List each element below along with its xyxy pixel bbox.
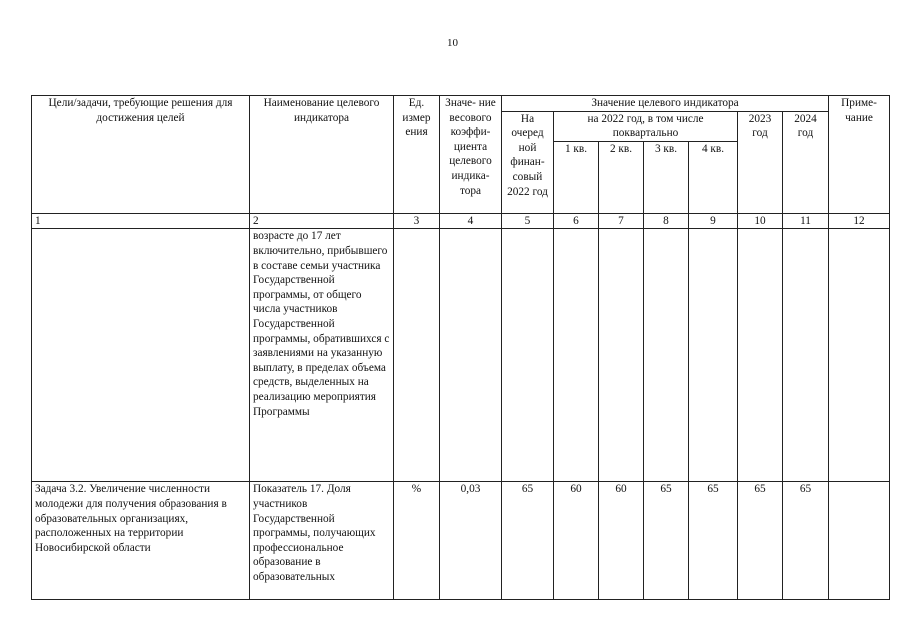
column-number: 6 <box>554 213 599 229</box>
year-2024-cell: 65 <box>783 482 829 600</box>
column-number: 3 <box>394 213 440 229</box>
header-row-1 <box>32 96 890 112</box>
q1-cell: 60 <box>554 482 599 600</box>
header-weight: Значе- ние весового коэффи- циента целевого индика- тора <box>440 96 502 214</box>
column-number-row <box>32 213 890 229</box>
target-indicators-table <box>31 95 890 600</box>
column-number: 4 <box>440 213 502 229</box>
column-number: 5 <box>502 213 554 229</box>
q2-cell: 60 <box>599 482 644 600</box>
column-number: 11 <box>783 213 829 229</box>
header-2024: 2024 год <box>783 111 829 213</box>
next-year-cell: 65 <box>502 482 554 600</box>
next-year-cell <box>502 229 554 482</box>
page-number: 10 <box>447 37 458 49</box>
header-q4: 4 кв. <box>689 141 738 213</box>
goal-cell <box>32 229 250 482</box>
header-note: Приме- чание <box>829 96 890 214</box>
goal-cell: Задача 3.2. Увеличение численности молодежи для получения образования в образовательных организациях, расположенных на территории Новосибирской области <box>32 482 250 600</box>
year-2024-cell <box>783 229 829 482</box>
header-indicator-value: Значение целевого индикатора <box>502 96 829 112</box>
year-2023-cell <box>738 229 783 482</box>
weight-cell <box>440 229 502 482</box>
header-unit: Ед. измер ения <box>394 96 440 214</box>
weight-cell: 0,03 <box>440 482 502 600</box>
year-2023-cell: 65 <box>738 482 783 600</box>
header-goals: Цели/задачи, требующие решения для достижения целей <box>32 96 250 214</box>
column-number: 2 <box>250 213 394 229</box>
q2-cell <box>599 229 644 482</box>
column-number: 10 <box>738 213 783 229</box>
q1-cell <box>554 229 599 482</box>
unit-cell <box>394 229 440 482</box>
q3-cell <box>644 229 689 482</box>
indicator-cell: возрасте до 17 лет включительно, прибывшего в составе семьи участника Государственной программы, от общего числа участников Государственной программы, обратившихся с заявлениями на указанную выплату, в пределах объема средств, выделенных на реализацию мероприятия Программы <box>250 229 394 482</box>
header-next-fin-year: На очеред ной финан- совый 2022 год <box>502 111 554 213</box>
column-number: 7 <box>599 213 644 229</box>
table-row <box>32 482 890 600</box>
column-number: 9 <box>689 213 738 229</box>
note-cell <box>829 482 890 600</box>
header-q2: 2 кв. <box>599 141 644 213</box>
column-number: 8 <box>644 213 689 229</box>
q4-cell: 65 <box>689 482 738 600</box>
column-number: 1 <box>32 213 250 229</box>
q3-cell: 65 <box>644 482 689 600</box>
header-indicator-name: Наименование целевого индикатора <box>250 96 394 214</box>
indicator-cell: Показатель 17. Доля участников Государственной программы, получающих профессиональное образование в образовательных <box>250 482 394 600</box>
note-cell <box>829 229 890 482</box>
header-q1: 1 кв. <box>554 141 599 213</box>
table-row <box>32 229 890 482</box>
header-q3: 3 кв. <box>644 141 689 213</box>
header-2023: 2023 год <box>738 111 783 213</box>
q4-cell <box>689 229 738 482</box>
column-number: 12 <box>829 213 890 229</box>
unit-cell: % <box>394 482 440 600</box>
header-2022-quarterly: на 2022 год, в том числе поквартально <box>554 111 738 141</box>
